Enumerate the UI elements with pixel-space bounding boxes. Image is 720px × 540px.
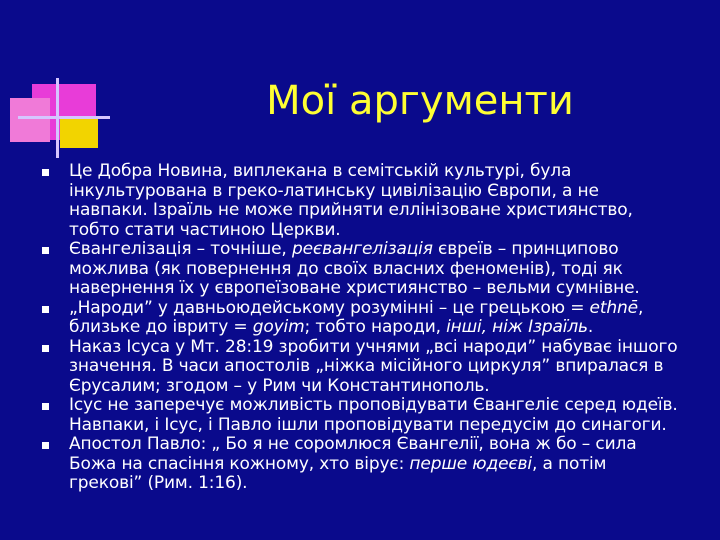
bullet-text-segment: , близьке до івриту =	[69, 297, 644, 337]
bullet-text	[69, 239, 640, 298]
bullet-list	[40, 162, 680, 494]
bullet-item	[40, 162, 680, 240]
bullet-square-icon	[42, 306, 49, 313]
bullet-text-segment: євреїв – принципово можлива (як повернення до своїх власних феноменів), тоді як навернення їх у європеїзоване християнство – вельми сумнівне.	[69, 239, 640, 298]
bullet-text-segment: „Народи” у давньоюдейському розумінні – це грецькою =	[69, 297, 590, 318]
bullet-text-segment: Це Добра Новина, виплекана в семітській культурі, була інкультурована в греко-латинську цивілізацію Європи, а не навпаки. Ізраїль не може прийняти еллінізоване християнство, тобто стати частиною Церкви.	[69, 161, 633, 240]
bullet-text-italic: goyim	[252, 317, 305, 337]
bullet-square-icon	[42, 169, 49, 176]
bullet-text	[69, 434, 636, 493]
yellow-square	[60, 118, 98, 148]
bullet-text-segment: Апостол Павло: „ Бо я не соромлюся Євангелії, вона ж бо – сила Божа на спасіння кожному, хто вірує:	[69, 434, 637, 474]
bullet-text-segment: Євангелізація – точніше,	[69, 239, 292, 259]
bullet-square-icon	[42, 403, 49, 410]
bullet-item	[40, 396, 680, 435]
slide-title: Мої аргументи	[266, 78, 574, 124]
bullet-text	[69, 395, 678, 435]
bullet-text-italic: інші, ніж Ізраїль	[446, 317, 588, 337]
bullet-item	[40, 240, 680, 299]
bullet-text-segment: , а потім грекові” (Рим. 1:16).	[69, 453, 607, 493]
bullet-text-italic: перше юдеєві	[409, 453, 533, 474]
bullet-item	[40, 338, 680, 397]
bullet-text	[69, 161, 633, 240]
bullet-text-italic: ethnē	[589, 297, 638, 318]
horizontal-line	[18, 116, 110, 119]
bullet-text-italic: реєвангелізація	[291, 239, 433, 259]
bullet-text	[69, 298, 643, 338]
bullet-text	[69, 337, 678, 396]
bullet-text-segment: ; тобто народи,	[304, 317, 447, 337]
bullet-square-icon	[42, 247, 49, 254]
decorative-squares	[0, 0, 110, 160]
bullet-text-segment: Наказ Ісуса у Мт. 28:19 зробити учнями „всі народи” набуває іншого значення. В часи апостолів „ніжка місійного циркуля” впиралася в Єрусалим; згодом – у Рим чи Константинополь.	[69, 336, 678, 396]
pink-square	[10, 98, 50, 142]
bullet-text-segment: Ісус не заперечує можливість проповідувати Євангеліє серед юдеїв. Навпаки, і Ісус, і Павло ішли проповідувати передусім до синагоги.	[69, 395, 678, 435]
bullet-square-icon	[42, 442, 49, 449]
bullet-item	[40, 299, 680, 338]
bullet-square-icon	[42, 345, 49, 352]
bullet-text-segment: .	[587, 317, 594, 337]
bullet-item	[40, 435, 680, 494]
